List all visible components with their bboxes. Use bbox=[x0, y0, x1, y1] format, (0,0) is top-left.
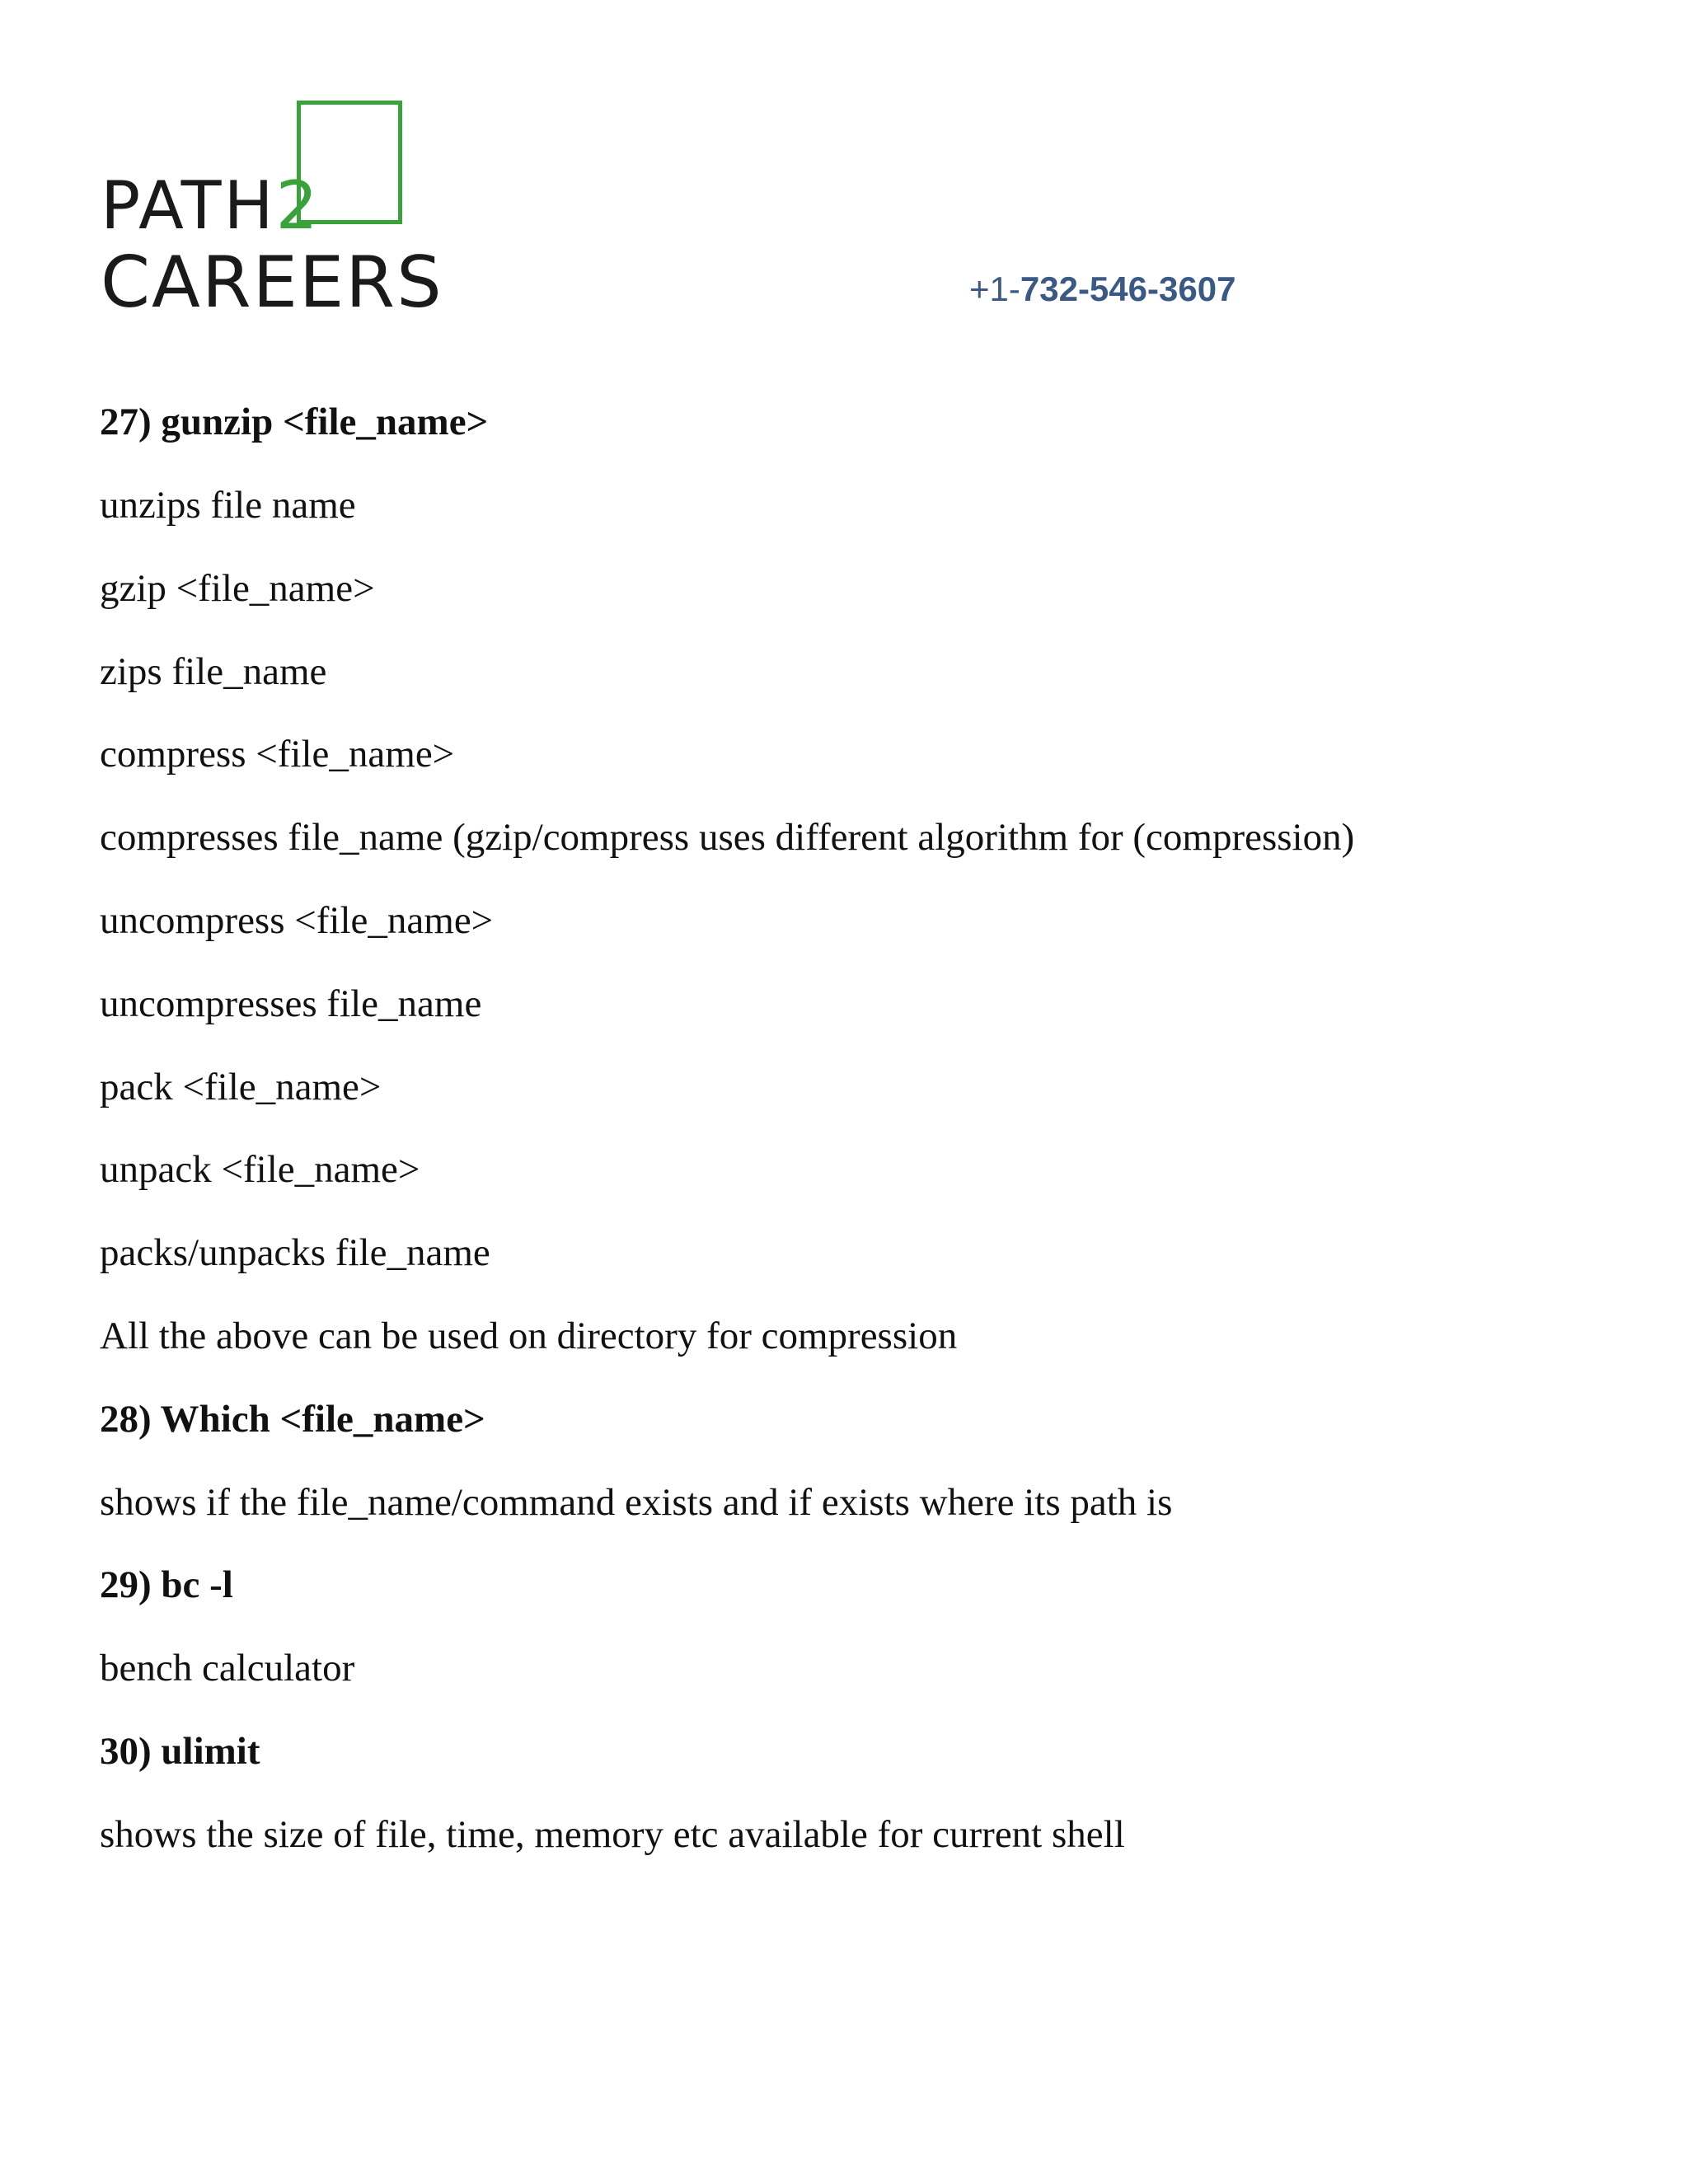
text-line: uncompresses file_name bbox=[100, 982, 482, 1025]
text-line: shows if the file_name/command exists and if exists where its path is bbox=[100, 1481, 1173, 1524]
text-line: compress <file_name> bbox=[100, 733, 455, 776]
phone-prefix: +1- bbox=[969, 269, 1020, 308]
section-heading-30: 30) ulimit bbox=[100, 1730, 260, 1773]
logo-path-text: PATH bbox=[101, 167, 276, 244]
text-line: zips file_name bbox=[100, 650, 327, 693]
text-line: All the above can be used on directory for compression bbox=[100, 1315, 958, 1357]
section-heading-29: 29) bc -l bbox=[100, 1563, 233, 1606]
text-line: shows the size of file, time, memory etc available for current shell bbox=[100, 1813, 1125, 1856]
phone-number bbox=[969, 269, 1236, 308]
text-line: unzips file name bbox=[100, 484, 356, 527]
text-line: packs/unpacks file_name bbox=[100, 1231, 490, 1274]
logo-line-careers: CAREERS bbox=[101, 241, 443, 324]
path2careers-logo bbox=[101, 97, 463, 324]
logo-accent-digit: 2 bbox=[275, 167, 321, 244]
text-line: bench calculator bbox=[100, 1647, 355, 1690]
phone-digits: 732-546-3607 bbox=[1020, 269, 1236, 308]
section-heading-27: 27) gunzip <file_name> bbox=[100, 401, 489, 443]
text-line: unpack <file_name> bbox=[100, 1148, 420, 1191]
text-line: gzip <file_name> bbox=[100, 567, 375, 610]
text-line: pack <file_name> bbox=[100, 1066, 382, 1108]
text-line: compresses file_name (gzip/compress uses different algorithm for (compression) bbox=[100, 816, 1355, 859]
logo-line-path bbox=[101, 167, 321, 244]
text-line: uncompress <file_name> bbox=[100, 899, 494, 942]
section-heading-28: 28) Which <file_name> bbox=[100, 1398, 485, 1441]
